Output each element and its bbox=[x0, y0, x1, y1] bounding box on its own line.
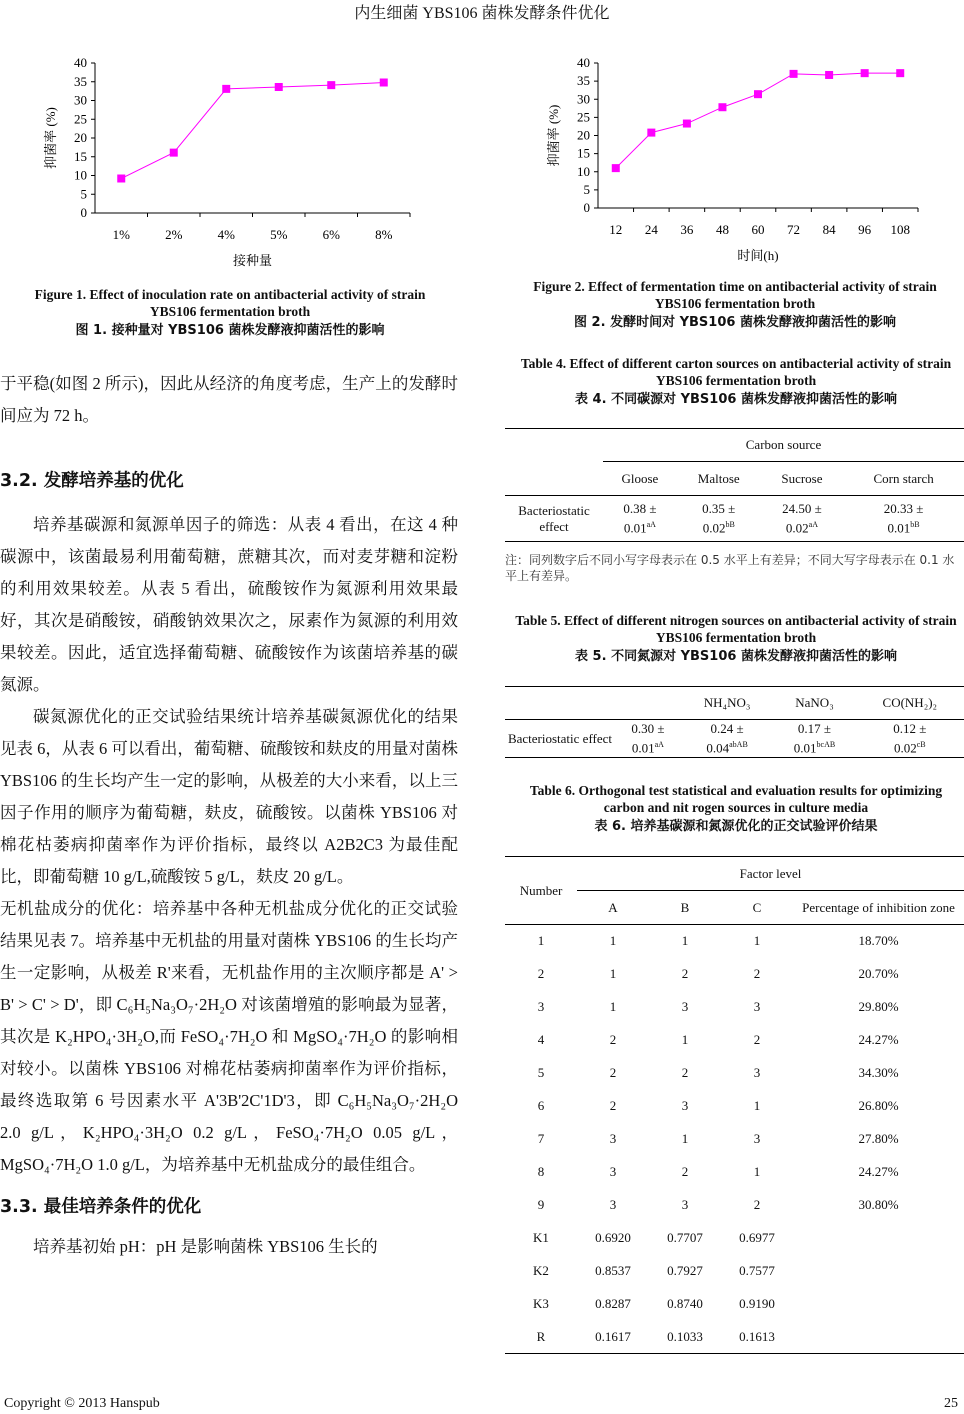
x-tick-label: 36 bbox=[680, 222, 694, 237]
column-header: CO(NH₂)₂ bbox=[882, 695, 938, 710]
y-tick-label: 35 bbox=[577, 73, 590, 89]
y-tick-label: 15 bbox=[577, 145, 590, 161]
table-row bbox=[505, 1090, 964, 1123]
figure-2-caption bbox=[510, 278, 960, 331]
table-cell: 2 bbox=[537, 966, 545, 981]
table-header-group: Carbon source bbox=[603, 429, 964, 462]
data-point bbox=[222, 85, 230, 93]
x-tick-label: 1% bbox=[112, 227, 130, 242]
table-cell: 3 bbox=[681, 1197, 689, 1212]
data-point bbox=[896, 69, 904, 77]
y-tick-label: 30 bbox=[577, 91, 590, 107]
data-point bbox=[647, 129, 655, 137]
row-label: Bacteriostatic effect bbox=[507, 730, 613, 746]
y-axis-label: 抑菌率 (%) bbox=[43, 107, 58, 169]
x-tick-label: 8% bbox=[375, 227, 393, 242]
table-cell: 0.9190 bbox=[739, 1296, 775, 1311]
column-header: C bbox=[752, 900, 762, 915]
table-cell: 2 bbox=[753, 1197, 761, 1212]
table-cell: 27.80% bbox=[858, 1131, 899, 1146]
figure-2-caption-en: Figure 2. Effect of fermentation time on antibacterial activity of strain YBS106 fermentation broth bbox=[533, 279, 937, 311]
column-header bbox=[615, 687, 681, 720]
column-header: Maltose bbox=[697, 470, 740, 486]
table-cell: 0.7577 bbox=[739, 1263, 775, 1278]
table-cell: 2 bbox=[609, 1098, 617, 1113]
table-cell: 2 bbox=[681, 1164, 689, 1179]
column-header: Corn starch bbox=[873, 470, 934, 486]
y-tick-label: 30 bbox=[74, 92, 87, 108]
table-row bbox=[505, 1156, 964, 1189]
table-cell: 3 bbox=[609, 1164, 617, 1179]
y-tick-label: 5 bbox=[583, 181, 590, 197]
x-tick-label: 72 bbox=[787, 222, 801, 237]
table-header-group: Factor level bbox=[577, 857, 964, 891]
table-cell: 0.38 ± $0.01^{aA}$ bbox=[623, 500, 657, 536]
table-cell: 0.8287 bbox=[595, 1296, 631, 1311]
data-point bbox=[718, 103, 726, 111]
table-row bbox=[505, 958, 964, 991]
data-point bbox=[683, 120, 691, 128]
table-4-note: 注：同列数字后不同小写字母表示在 0.5 水平上有差异；不同大写字母表示在 0.1 水平上有差异。 bbox=[505, 553, 955, 583]
x-tick-label: 6% bbox=[322, 227, 340, 242]
table-row bbox=[505, 1189, 964, 1222]
x-axis-label: 时间(h) bbox=[737, 248, 779, 263]
table-5-caption-en: Table 5. Effect of different nitrogen sources on antibacterial activity of strain YBS106 fermentation broth bbox=[515, 613, 957, 645]
table-cell: 18.70% bbox=[858, 933, 899, 949]
series-line bbox=[121, 83, 384, 179]
table-cell bbox=[793, 1255, 964, 1288]
data-point bbox=[754, 90, 762, 98]
left-column-text bbox=[0, 368, 458, 1263]
table-cell: 20.33 ± $0.01^{bB}$ bbox=[883, 500, 924, 536]
table-6-caption-zh: 表 6. 培养基碳源和氮源优化的正交试验评价结果 bbox=[594, 819, 878, 834]
table-cell: 6 bbox=[537, 1098, 545, 1113]
figure-1-caption-zh: 图 1. 接种量对 YBS106 菌株发酵液抑菌活性的影响 bbox=[75, 323, 385, 338]
x-tick-label: 108 bbox=[890, 222, 910, 237]
table-cell: 0.24 ± $0.04^{abAB}$ bbox=[706, 720, 748, 756]
data-point bbox=[825, 71, 833, 79]
table-row bbox=[505, 1288, 964, 1321]
table-6 bbox=[505, 856, 964, 1354]
table-5-caption-zh: 表 5. 不同氮源对 YBS106 菌株发酵液抑菌活性的影响 bbox=[575, 649, 897, 664]
x-tick-label: 2% bbox=[165, 227, 183, 242]
table-cell: 1 bbox=[753, 1098, 761, 1113]
table-cell bbox=[793, 1222, 964, 1255]
y-tick-label: 10 bbox=[577, 163, 590, 179]
table-cell: K3 bbox=[533, 1296, 549, 1311]
table-cell: K1 bbox=[533, 1230, 549, 1245]
y-tick-label: 5 bbox=[80, 186, 87, 202]
x-tick-label: 60 bbox=[751, 222, 765, 237]
column-header: NH₄NO₃ bbox=[703, 695, 751, 710]
y-tick-label: 15 bbox=[74, 148, 87, 164]
data-point bbox=[327, 81, 335, 89]
y-tick-label: 10 bbox=[74, 167, 87, 183]
table-cell: 0.7927 bbox=[667, 1263, 703, 1278]
table-cell: 0.8740 bbox=[667, 1296, 703, 1311]
table-row bbox=[505, 1123, 964, 1156]
x-tick-label: 4% bbox=[217, 227, 235, 242]
paragraph: 培养基碳源和氮源单因子的筛选：从表 4 看出，在这 4 种碳源中，该菌最易利用葡萄糖，蔗糖其次，而对麦芽糖和淀粉的利用效果较差。从表 5 看出，硫酸铵作为氮源利用效果最好，其次是硝酸铵，硝酸钠效果次之，尿素作为氮源的利用效果较差。因此，适宜选择葡萄糖、硫酸铵作为该菌培养基的碳氮源。 bbox=[0, 515, 458, 694]
table-cell bbox=[793, 1321, 964, 1354]
table-cell: 0.6920 bbox=[595, 1230, 631, 1245]
table-cell: 1 bbox=[681, 1131, 689, 1146]
table-cell: 0.8537 bbox=[595, 1263, 631, 1278]
data-point bbox=[861, 69, 869, 77]
figure-1-caption-en: Figure 1. Effect of inoculation rate on antibacterial activity of strain YBS106 fermentation broth bbox=[34, 287, 426, 319]
row-label: Bacteriostatic effect bbox=[518, 502, 590, 534]
data-point bbox=[117, 175, 125, 183]
table-cell: 30.80% bbox=[858, 1197, 899, 1212]
table-cell: 0.1613 bbox=[739, 1328, 775, 1344]
table-cell: 3 bbox=[753, 1065, 761, 1080]
table-cell: 5 bbox=[537, 1065, 545, 1080]
table-cell: 26.80% bbox=[858, 1098, 899, 1113]
data-point bbox=[275, 83, 283, 91]
table-4-caption-zh: 表 4. 不同碳源对 YBS106 菌株发酵液抑菌活性的影响 bbox=[575, 392, 897, 407]
table-cell: 3 bbox=[681, 1098, 689, 1113]
paragraph: 培养基初始 pH：pH 是影响菌株 YBS106 生长的 bbox=[33, 1237, 378, 1256]
table-cell: 8 bbox=[537, 1164, 545, 1179]
table-cell: 1 bbox=[609, 933, 617, 949]
y-tick-label: 0 bbox=[80, 205, 87, 220]
table-cell: 1 bbox=[537, 933, 545, 949]
table-cell: 0.12 ± $0.02^{cB}$ bbox=[893, 720, 927, 756]
table-cell: 0.1617 bbox=[595, 1328, 631, 1344]
table-cell: 0.35 ± $0.02^{bB}$ bbox=[702, 500, 736, 536]
table-row bbox=[505, 1255, 964, 1288]
x-axis-label: 接种量 bbox=[232, 253, 273, 268]
table-6-caption bbox=[508, 782, 964, 835]
section-heading-3-3: 3.3. 最佳培养条件的优化 bbox=[0, 1197, 202, 1217]
table-4 bbox=[505, 428, 964, 584]
section-heading-3-2: 3.2. 发酵培养基的优化 bbox=[0, 471, 184, 491]
x-tick-label: 12 bbox=[609, 222, 623, 237]
paragraph: 无机盐成分的优化：培养基中各种无机盐成分优化的正交试验结果见表 7。培养基中无机盐的用量对菌株 YBS106 的生长均产生一定影响，从极差 R'来看，无机盐作用的主次顺序都是 A' > B' > C' > D'，即 C₆H₅Na₃O₇·2H₂O 对该菌增殖的影响最为显著，其次是 K₂HPO₄·3H₂O,而 FeSO₄·7H₂O 和 MgSO₄·7H₂O 的影响相对较小。以菌株 YBS106 对棉花枯萎病抑菌率作为评价指标，最终选取第 6 号因素水平 A'3B'2C'1D'3，即 C₆H₅Na₃O₇·2H₂O 2.0 g/L，K₂HPO₄·3H₂O 0.2 g/L，FeSO₄·7H₂O 0.05 g/L，MgSO₄·7H₂O 1.0 g/L，为培养基中无机盐成分的最佳组合。 bbox=[0, 899, 458, 1174]
y-tick-label: 40 bbox=[577, 55, 590, 70]
table-row bbox=[505, 1024, 964, 1057]
column-header: Gloose bbox=[621, 470, 659, 486]
y-tick-label: 0 bbox=[583, 200, 590, 215]
data-point bbox=[612, 164, 620, 172]
table-cell: 0.17 ± $0.01^{bcAB}$ bbox=[793, 720, 836, 756]
table-row bbox=[505, 1057, 964, 1090]
x-tick-label: 24 bbox=[644, 222, 658, 237]
table-cell: 3 bbox=[537, 999, 545, 1014]
table-cell: 2 bbox=[609, 1065, 617, 1080]
table-cell: 0.1033 bbox=[667, 1328, 703, 1344]
table-cell: 3 bbox=[681, 999, 689, 1014]
paragraph: 于平稳(如图 2 所示)，因此从经济的角度考虑，生产上的发酵时间应为 72 h。 bbox=[0, 374, 458, 425]
table-row bbox=[505, 925, 964, 958]
table-cell: 9 bbox=[537, 1197, 545, 1212]
table-cell: 2 bbox=[753, 966, 761, 981]
table-5-caption bbox=[508, 612, 964, 665]
column-header: NaNO₃ bbox=[795, 695, 834, 710]
series-line bbox=[616, 73, 900, 168]
figure-1-caption bbox=[10, 286, 450, 339]
table-cell: 0.7707 bbox=[667, 1230, 703, 1245]
table-cell: 2 bbox=[681, 1065, 689, 1080]
y-tick-label: 20 bbox=[577, 127, 590, 143]
figure-2-chart bbox=[540, 50, 940, 270]
table-cell: 4 bbox=[537, 1032, 545, 1047]
y-tick-label: 40 bbox=[74, 55, 87, 70]
column-header: A bbox=[608, 900, 618, 915]
table-cell: 2 bbox=[609, 1032, 617, 1047]
table-cell: 24.27% bbox=[858, 1032, 899, 1047]
figure-1-chart bbox=[40, 50, 440, 280]
table-cell: R bbox=[536, 1328, 546, 1344]
table-cell: K2 bbox=[533, 1263, 549, 1278]
table-row bbox=[505, 991, 964, 1024]
x-tick-label: 84 bbox=[822, 222, 836, 237]
table-cell: 3 bbox=[753, 999, 761, 1014]
column-header: Sucrose bbox=[781, 470, 823, 486]
table-cell: 34.30% bbox=[858, 1065, 899, 1080]
table-cell: 29.80% bbox=[858, 999, 899, 1014]
y-axis-label: 抑菌率 (%) bbox=[546, 104, 561, 167]
x-tick-label: 96 bbox=[858, 222, 872, 237]
table-cell: 1 bbox=[609, 966, 617, 981]
table-cell: 24.27% bbox=[858, 1164, 899, 1179]
table-4-caption-en: Table 4. Effect of different carton sources on antibacterial activity of strain YBS106 fermentation broth bbox=[520, 356, 952, 388]
table-6-caption-en: Table 6. Orthogonal test statistical and evaluation results for optimizing carbon and nit rogen sources in culture media bbox=[529, 783, 943, 815]
paragraph: 碳氮源优化的正交试验结果统计培养基碳氮源优化的结果见表 6，从表 6 可以看出，葡萄糖、硫酸铵和麸皮的用量对菌株 YBS106 的生长均产生一定的影响，从极差的大小来看，以上三因子作用的顺序为葡萄糖，麸皮，硫酸铵。以菌株 YBS106 对棉花枯萎病抑菌率作为评价指标，最终以 A2B2C3 为最佳配比，即葡萄糖 10 g/L,硫酸铵 5 g/L，麸皮 20 g/L。 bbox=[0, 707, 458, 886]
table-cell: 3 bbox=[753, 1131, 761, 1146]
x-tick-label: 48 bbox=[715, 222, 729, 237]
footer-copyright: Copyright © 2013 Hanspub bbox=[4, 1396, 160, 1411]
table-cell: 1 bbox=[753, 1164, 761, 1179]
table-cell: 2 bbox=[753, 1032, 761, 1047]
data-point bbox=[790, 70, 798, 78]
page-number: 25 bbox=[944, 1396, 958, 1411]
table-4-caption bbox=[508, 355, 964, 408]
table-row bbox=[505, 1321, 964, 1354]
x-tick-label: 5% bbox=[270, 227, 288, 242]
y-tick-label: 25 bbox=[577, 109, 590, 125]
y-tick-label: 20 bbox=[74, 130, 87, 145]
data-point bbox=[170, 149, 178, 157]
table-cell bbox=[793, 1288, 964, 1321]
table-row bbox=[505, 1222, 964, 1255]
table-cell: 24.50 ± $0.02^{aA}$ bbox=[782, 500, 822, 536]
table-cell: 2 bbox=[681, 966, 689, 981]
y-tick-label: 35 bbox=[74, 73, 87, 89]
table-cell: 3 bbox=[609, 1197, 617, 1212]
table-cell: 1 bbox=[753, 933, 761, 949]
table-cell: 3 bbox=[609, 1131, 617, 1146]
table-cell: 1 bbox=[609, 999, 617, 1014]
table-5 bbox=[505, 686, 964, 758]
column-header: B bbox=[680, 900, 690, 915]
column-header-number: Number bbox=[519, 882, 563, 898]
table-cell: 1 bbox=[681, 1032, 689, 1047]
table-cell: 7 bbox=[537, 1131, 545, 1146]
y-tick-label: 25 bbox=[74, 111, 87, 127]
table-cell: 1 bbox=[681, 933, 689, 949]
figure-2-caption-zh: 图 2. 发酵时间对 YBS106 菌株发酵液抑菌活性的影响 bbox=[574, 315, 896, 330]
column-header: Percentage of inhibition zone bbox=[802, 900, 955, 915]
table-cell: 0.6977 bbox=[739, 1230, 775, 1245]
table-cell: 0.30 ± $0.01^{aA}$ bbox=[631, 720, 665, 756]
data-point bbox=[380, 79, 388, 87]
running-header: 内生细菌 YBS106 菌株发酵条件优化 bbox=[354, 5, 610, 22]
table-cell: 20.70% bbox=[858, 966, 899, 981]
